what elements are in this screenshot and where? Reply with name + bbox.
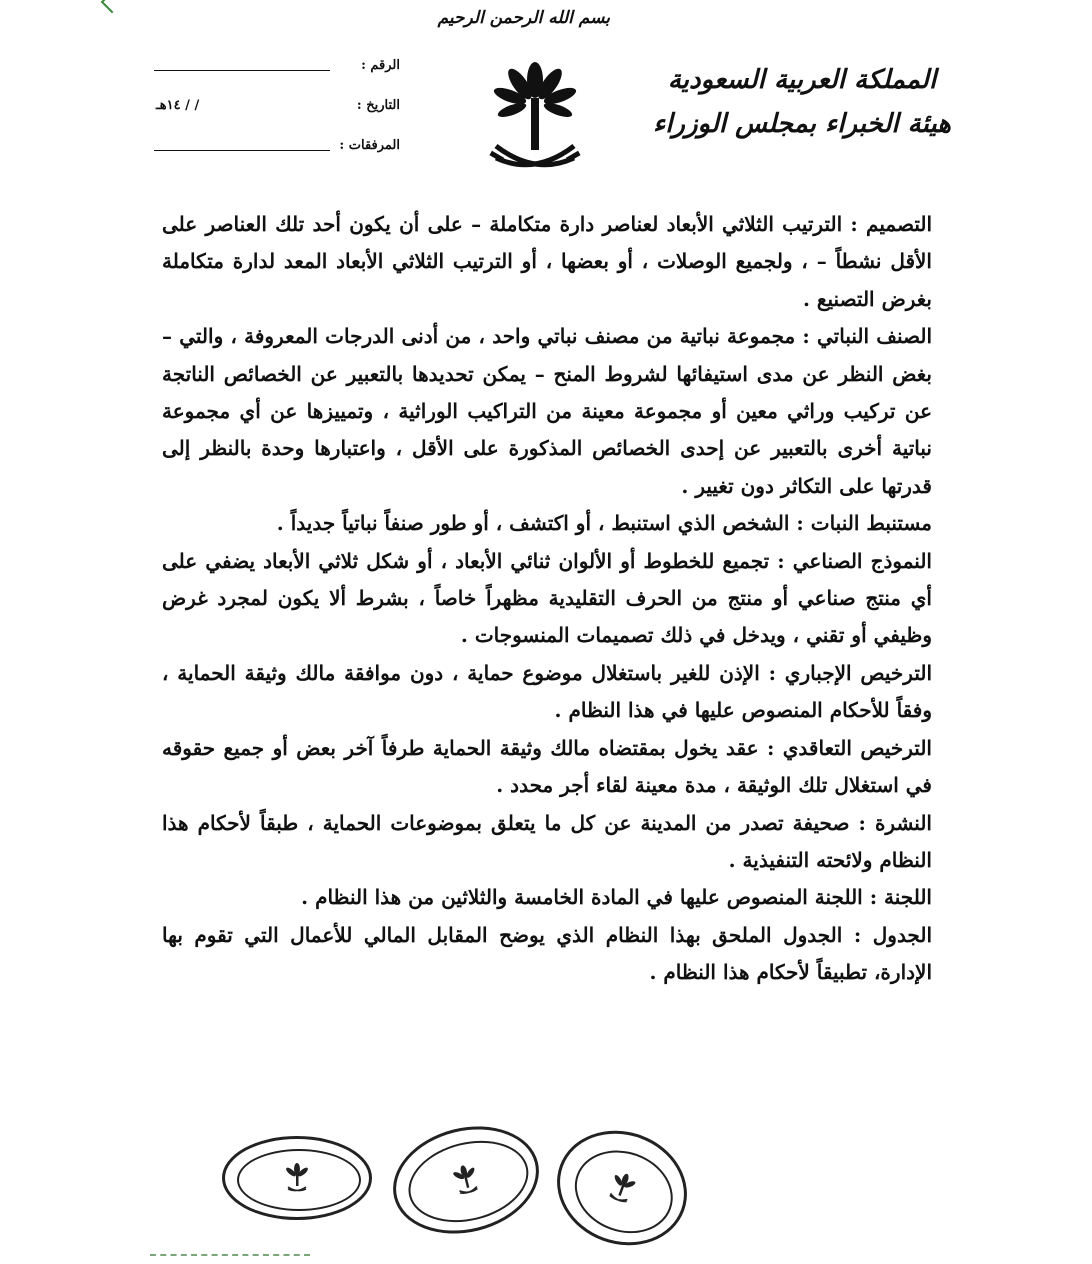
basmala: بسم الله الرحمن الرحيم (437, 8, 610, 28)
general-secretariat-stamp (382, 1112, 551, 1249)
attachments-field (150, 136, 400, 176)
definition-paragraph: التصميم : الترتيب الثلاثي الأبعاد لعناصر دارة متكاملة – على أن يكون أحد تلك العناصر على الأقل نشطاً – ، ولجميع الوصلات ، أو بعضها ، أو الترتيب الثلاثي الأبعاد المعد لدارة متكاملة بغرض التصنيع . (162, 212, 932, 311)
definition-paragraph: الترخيص الإجباري : الإذن للغير باستغلال موضوع حماية ، دون موافقة مالك وثيقة الحماية ، وفقاً للأحكام المنصوص عليها في هذا النظام . (162, 660, 932, 723)
reference-fields (150, 56, 400, 176)
number-field (150, 56, 400, 96)
definition-paragraph: النموذج الصناعي : تجميع للخطوط أو الألوان ثنائي الأبعاد ، أو شكل ثلاثي الأبعاد يضفي على أي منتج صناعي أو منتج من الحرف التقليدية مظهراً خاصاً ، بشرط ألا يكون لمجرد غرض وظيفي أو تقني ، ويدخل في ذلك تصميمات المنسوجات . (162, 548, 932, 648)
issuer-heading (652, 58, 952, 146)
document-body (162, 206, 932, 992)
palm-emblem-icon (285, 1163, 309, 1193)
scan-edge-mark (150, 1254, 310, 1256)
date-value: / / ١٤هـ (156, 98, 200, 113)
council-presidency-stamp (541, 1113, 703, 1263)
definition-paragraph: الصنف النباتي : مجموعة نباتية من مصنف نباتي واحد ، من أدنى الدرجات المعروفة ، والتي – بغض النظر عن مدى استيفائها لشروط المنح – يمكن تحديدها بالتعبير عن الخصائص الناتجة عن تركيب وراثي معين أو مجموعة معينة من التراكيب الوراثية ، وتمييزها عن أي مجموعة نباتية أخرى بالتعبير عن إحدى الخصائص المذكورة على الأقل ، واعتبارها وحدة بالنظر إلى قدرتها على التكاثر دون تغيير . (162, 324, 932, 498)
attachments-label: المرفقات : (339, 138, 400, 153)
number-label: الرقم : (361, 58, 400, 73)
attachments-line (154, 150, 330, 151)
number-line (154, 70, 330, 71)
definition-paragraph: الجدول : الجدول الملحق بهذا النظام الذي يوضح المقابل المالي للأعمال التي تقوم بها الإدارة، تطبيقاً لأحكام هذا النظام . (162, 922, 932, 985)
authority-name: هيئة الخبراء بمجلس الوزراء (652, 109, 951, 139)
kingdom-name: المملكة العربية السعودية (667, 65, 937, 95)
definition-paragraph: مستنبط النبات : الشخص الذي استنبط ، أو اكتشف ، أو طور صنفاً نباتياً جديداً . (276, 511, 932, 536)
date-label: التاريخ : (356, 98, 400, 113)
definition-paragraph: الترخيص التعاقدي : عقد يخول بمقتضاه مالك وثيقة الحماية طرفاً آخر بعض أو جميع حقوقه في استغلال تلك الوثيقة ، مدة معينة لقاء أجر محدد . (162, 735, 932, 798)
definition-paragraph: النشرة : صحيفة تصدر من المدينة عن كل ما يتعلق بموضوعات الحماية ، طبقاً لأحكام هذا النظام ولائحته التنفيذية . (162, 810, 932, 872)
experts-commission-stamp (222, 1136, 372, 1220)
saudi-emblem-icon (482, 58, 588, 188)
definition-paragraph: اللجنة : اللجنة المنصوص عليها في المادة الخامسة والثلاثين من هذا النظام . (301, 885, 932, 910)
date-field (150, 96, 400, 136)
corner-mark (101, 0, 124, 13)
